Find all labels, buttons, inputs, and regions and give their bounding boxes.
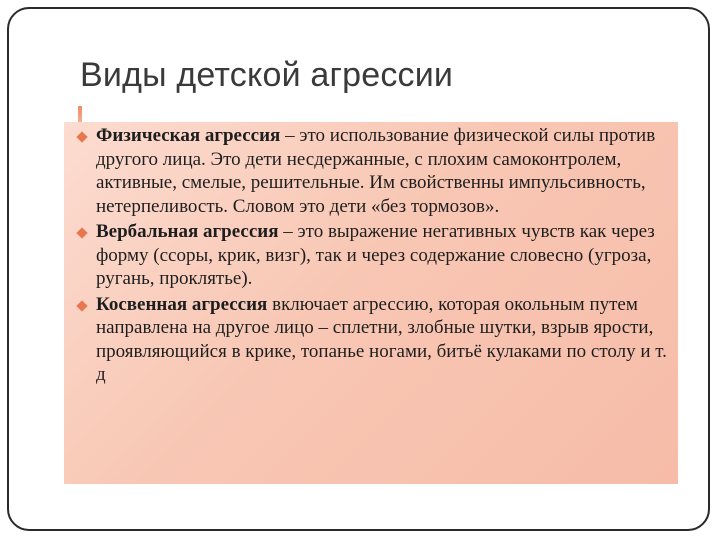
diamond-bullet-icon (76, 227, 87, 238)
bullet-term: Вербальная агрессия (96, 221, 279, 242)
bullet-term: Косвенная агрессия (96, 293, 268, 315)
bullet-text: – это выражение негативных чувств как через форму (ссоры, крик, визг), так и через содержание словесно (угроза, ругань, проклятье). (96, 221, 655, 289)
slide-title: Виды детской агрессии (80, 56, 454, 94)
bullet-item-physical (78, 124, 678, 218)
diamond-bullet-icon (76, 300, 87, 311)
bullet-text: включает агрессию, которая окольным путем направлена на другое лицо – сплетни, злобные шутки, взрыв ярости, проявляющийся в крике, топанье ногами, битьё кулаками по столу и т. д (96, 293, 667, 385)
diamond-bullet-icon (76, 131, 87, 142)
bullet-term: Физическая агрессия (96, 125, 281, 146)
bullet-item-verbal (78, 220, 678, 291)
bullet-item-indirect (78, 293, 678, 387)
bullet-text: – это использование физической силы против другого лица. Это дети несдержанные, с плохим самоконтролем, активные, смелые, решительные. Им свойственны импульсивность, нетерпеливость. Словом это дети «без тормозов». (96, 125, 656, 217)
bullet-list (78, 124, 678, 389)
